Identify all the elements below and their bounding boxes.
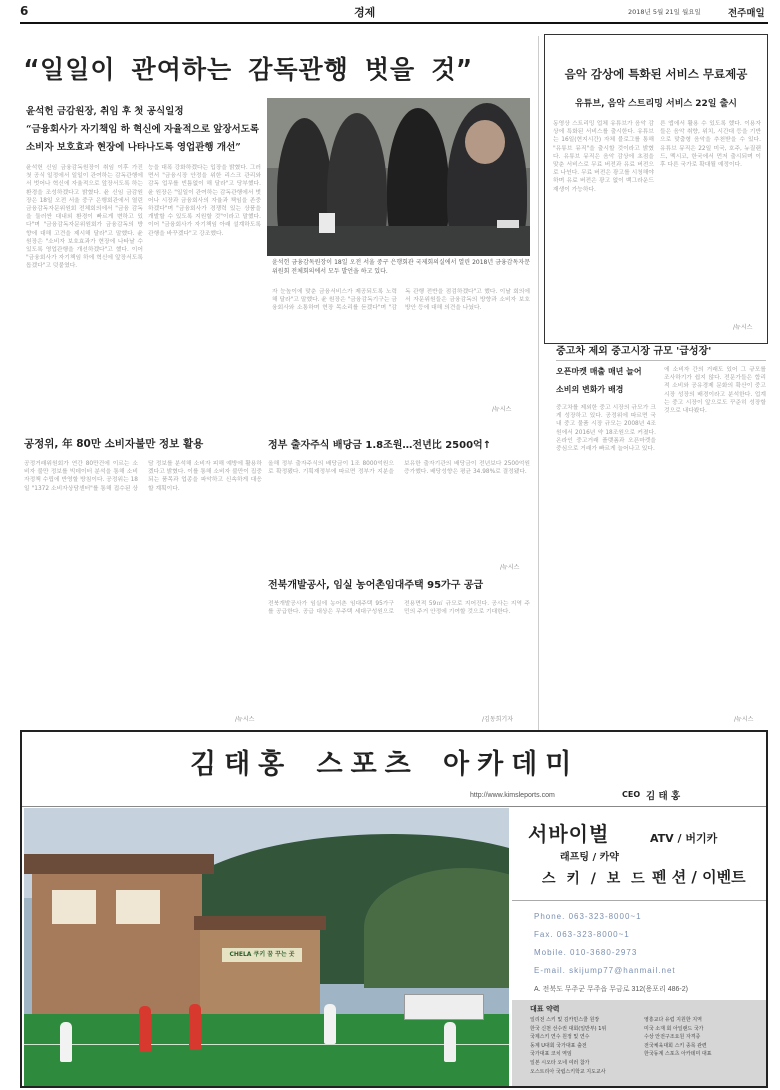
- page-number: 6: [20, 4, 29, 18]
- music-title: 음악 감상에 특화된 서비스 무료제공: [564, 67, 748, 81]
- ad-email[interactable]: E-mail. skijump77@hanmail.net: [534, 966, 676, 975]
- music-body-left: 동영상 스트리밍 업체 유튜브가 음악 감상에 특화된 서비스를 출시한다. 유튜브는 16일(현지시간) 자체 블로그를 통해 "유튜브 뮤직"을 출시할 것이라고 밝혔다. 유튜브 뮤직은 음악 감상에 초점을 맞춘 서비스로 무료 버전과 유료 버전으로 나뉜다. 무료 버전은 광고를 시청해야 하며 유료 버전은 광고 없이 백그라운드 재생이 가능하다.: [553, 121, 654, 193]
- camp-name: 서바이벌: [528, 822, 610, 846]
- ad-title: 김태홍 스포츠 아카데미: [190, 749, 580, 780]
- main-body-col2: 능을 대폭 강화하겠다는 입장을 밝혔다. 그러면서 "금융시장 안정을 위한 리스크 관리와 감독 업무를 빈틈없이 해 달라"고 당부했다. 윤 원장은 "일일이 관여하는 감독관행에서 벗어나 시장과 금융회사의 자율과 책임을 존중하겠다"며 "금융회사가 경쟁력 있는 상품을 개발할 수 있도록 지원할 것"이라고 말했다. 이어 "금융회사가 자기책임 아래 설계하도록 관행을 바꾸겠다"고 강조했다.: [148, 165, 261, 237]
- ad-address: A. 전북도 무주군 무주읍 무금로 312(용포리 486-2): [534, 986, 688, 993]
- history-item: 일리전 스키 및 김카민스쿨 원장: [530, 1017, 600, 1023]
- main-byline: /뉴시스: [492, 406, 512, 413]
- main-body-col1: 윤석헌 신임 금융감독원장이 취임 이후 가진 첫 공식 일정에서 일일이 관여하는 감독관행에서 벗어나 혁신에 자율적으로 앞장서도록 하는 환경을 조성하겠다고 밝혔다. 윤 신임 금감원장은 18일 오전 서울 중구 은행회관에서 열린 금융감독자문위원회 전체회의에서 "금융 감독을 둘러싼 대내외 환경이 빠르게 변하고 있다"며 "금융감독자문위원회가 금융감독의 방향에 대해 고견을 제시해 달라"고 말했다. 윤 원장은 "소비자 보호효과가 현장에 나타날 수 있도록 영업관행을 개선하겠다"고 했다. 이어 "금융회사가 자기책임 하에 혁신에 앞장서도록 돕겠다"고 덧붙였다.: [26, 165, 143, 270]
- history-item: 수상 안전구조요원 자격증: [644, 1034, 701, 1041]
- camp-panel: [512, 808, 766, 1086]
- ad-ceo-label: CEO: [622, 790, 641, 799]
- usedcar-subtitle-2: 소비의 변화가 배경: [556, 385, 624, 394]
- dividend-byline: /뉴시스: [500, 564, 520, 571]
- ad-fax: Fax. 063-323-8000~1: [534, 930, 630, 939]
- usedcar-body-left: 중고차를 제외한 중고 시장의 규모가 크게 성장하고 있다. 공정위에 따르면 국내 중고 물품 시장 규모는 2008년 4조원에서 2016년 약 18조원으로 커졌다. 온라인 중고거래 플랫폼과 오픈마켓을 중심으로 거래가 빠르게 늘어나고 있다.: [556, 405, 656, 453]
- dividend-body: 올해 정부 출자주식의 배당금이 1조 8000억원으로 확정됐다. 기획재정부에 따르면 정부가 지분을 보유한 출자기관의 배당금이 전년보다 2500억원 증가했다. 배당성향은 평균 34.98%로 결정됐다.: [268, 461, 530, 476]
- history-item: 오스트리아 국립스키학교 지도교사: [530, 1068, 606, 1075]
- usedcar-title: 중고차 제외 중고시장 규모 '급성장': [556, 346, 712, 357]
- issue-date: 2018년 5월 21일 월요일: [628, 8, 701, 16]
- ftc-title: 공정위, 年 80만 소비자불만 정보 활용: [24, 438, 204, 450]
- player: [60, 1022, 72, 1062]
- main-headline: “일일이 관여하는 감독관행 벗을 것”: [24, 55, 473, 84]
- usedcar-subtitle-1: 오픈마켓 매출 매년 늘어: [556, 367, 642, 376]
- turf-field: [24, 1014, 509, 1086]
- main-subhead-3: 소비자 보호효과 현장에 나타나도록 영업관행 개선”: [26, 142, 241, 153]
- history-item: 미국 소재 회 아일랜드 국가: [644, 1025, 704, 1032]
- music-body-right: 른 앱에서 활용 수 있도록 했다. 이용자들은 음악 취향, 위치, 시간대 등을 기반으로 맞춤형 음악을 추천받을 수 있다. 유튜브 뮤직은 22일 미국, 호주, 뉴질랜드, 멕시코, 한국에서 먼저 출시되며 이후 다른 국가로 확대될 예정이다.: [660, 121, 761, 169]
- player: [189, 1004, 201, 1050]
- lh-byline: /김동희기자: [482, 716, 514, 723]
- history-title: 대표 약력: [530, 1005, 560, 1013]
- camp-sub-1: 래프팅 / 카약: [560, 852, 619, 863]
- main-subhead-1: 윤석헌 금감원장, 취임 후 첫 공식일정: [26, 106, 184, 117]
- ad-phone: Phone. 063-323-8000~1: [534, 912, 642, 921]
- academy-banner: [222, 948, 302, 962]
- section-label: 경제: [354, 6, 376, 19]
- player: [139, 1006, 151, 1052]
- history-item: 전국체육대회 스키 종목 관련: [644, 1042, 707, 1049]
- music-subtitle: 유튜브, 음악 스트리밍 서비스 22일 출시: [574, 99, 738, 109]
- dividend-title: 정부 출자주식 배당금 1.8조원…전년比 2500억↑: [268, 440, 492, 451]
- ad-frame: [20, 730, 768, 1088]
- header-rule: [20, 22, 768, 24]
- music-byline: /뉴시스: [733, 324, 753, 331]
- history-item: 한국동계 스포츠 아카데미 대표: [644, 1051, 712, 1058]
- lh-body: 전북개발공사가 임실에 농어촌 임대주택 95가구를 공급한다. 공급 대상은 무주택 세대구성원으로 전용면적 59㎡ 규모로 지어진다. 공사는 지역 주민의 주거 안정에 기여할 것으로 기대한다.: [268, 601, 530, 616]
- history-list-left: [530, 1016, 640, 1076]
- ftc-byline: /뉴시스: [235, 716, 255, 723]
- main-body-col3: 자 눈높이에 맞춘 금융서비스가 제공되도록 노력해 달라"고 말했다. 윤 원장은 "금융감독기구는 금융회사와 소통하며 현장 목소리를 듣겠다"며 "감독 관행 전반을 점검하겠다"고 했다. 이날 회의에서 자문위원들은 금융감독의 방향과 소비자 보호 방안 등에 대해 의견을 나눴다.: [272, 289, 530, 312]
- camp-sub-2: 스 키 / 보 드: [542, 871, 648, 887]
- history-item: 한국 신천 선수권 대회(일반부) 1위: [530, 1025, 607, 1032]
- history-item: 국제스키 연수 원정 및 연수: [530, 1034, 590, 1041]
- lh-title: 전북개발공사, 임실 농어촌임대주택 95가구 공급: [268, 580, 484, 591]
- ftc-body: 공정거래위원회가 연간 80만건에 이르는 소비자 불만 정보를 빅데이터 분석을 통해 소비자정책 수립에 반영할 방침이다. 공정위는 18일 "1372 소비자상담센터"를 통해 접수된 상담 정보를 분석해 소비자 피해 예방에 활용하겠다고 밝혔다. 이를 통해 소비자 불만이 집중되는 품목과 업종을 파악하고 신속하게 대응할 계획이다.: [24, 461, 262, 492]
- main-photo: [267, 98, 530, 256]
- column-divider: [538, 36, 539, 736]
- camp-right-2: 펜 션 / 이벤트: [652, 868, 746, 886]
- main-photo-caption: 윤석헌 금융감독원장이 18일 오전 서울 중구 은행회관 국제회의실에서 열린 2018년 금융감독자문위원회 전체회의에서 모두 발언을 하고 있다.: [272, 259, 530, 275]
- ad-ceo-name: 김 태 홍: [646, 791, 681, 802]
- page-header: [20, 4, 768, 20]
- ad-mobile: Mobile. 010-3680-2973: [534, 948, 638, 957]
- history-item: 영흥교다 유럽 지원한 지역: [644, 1017, 702, 1023]
- usedcar-byline: /뉴시스: [734, 716, 754, 723]
- player: [324, 1004, 336, 1044]
- history-item: 일본 시오타 오네 여러 참가: [530, 1059, 590, 1066]
- camp-right-1: ATV / 버기카: [650, 832, 718, 845]
- paper-name: 전주매일: [728, 8, 765, 19]
- main-subhead-2: “금융회사가 자기책임 하 혁신에 자율적으로 앞장서도록: [26, 124, 260, 135]
- history-item: 국가대표 코치 역임: [530, 1051, 572, 1058]
- player: [444, 1022, 456, 1062]
- ad-url[interactable]: http://www.kimsleports.com: [470, 792, 555, 799]
- history-list-right: [644, 1016, 762, 1059]
- usedcar-body-right: 에 소비자 간의 거래도 있어 그 규모를 조사하기가 쉽지 않다. 전문가들은 합리적 소비와 공유경제 문화의 확산이 중고시장 성장의 배경이라고 분석한다. 업계는 중고 시장이 앞으로도 꾸준히 성장할 것으로 내다봤다.: [664, 367, 766, 415]
- academy-photo: [24, 808, 509, 1086]
- history-item: 동계 U대회 국가대표 출전: [530, 1042, 587, 1049]
- banner-slogan: CHELA 쿠키 꿈 꾸는 곳: [229, 951, 295, 958]
